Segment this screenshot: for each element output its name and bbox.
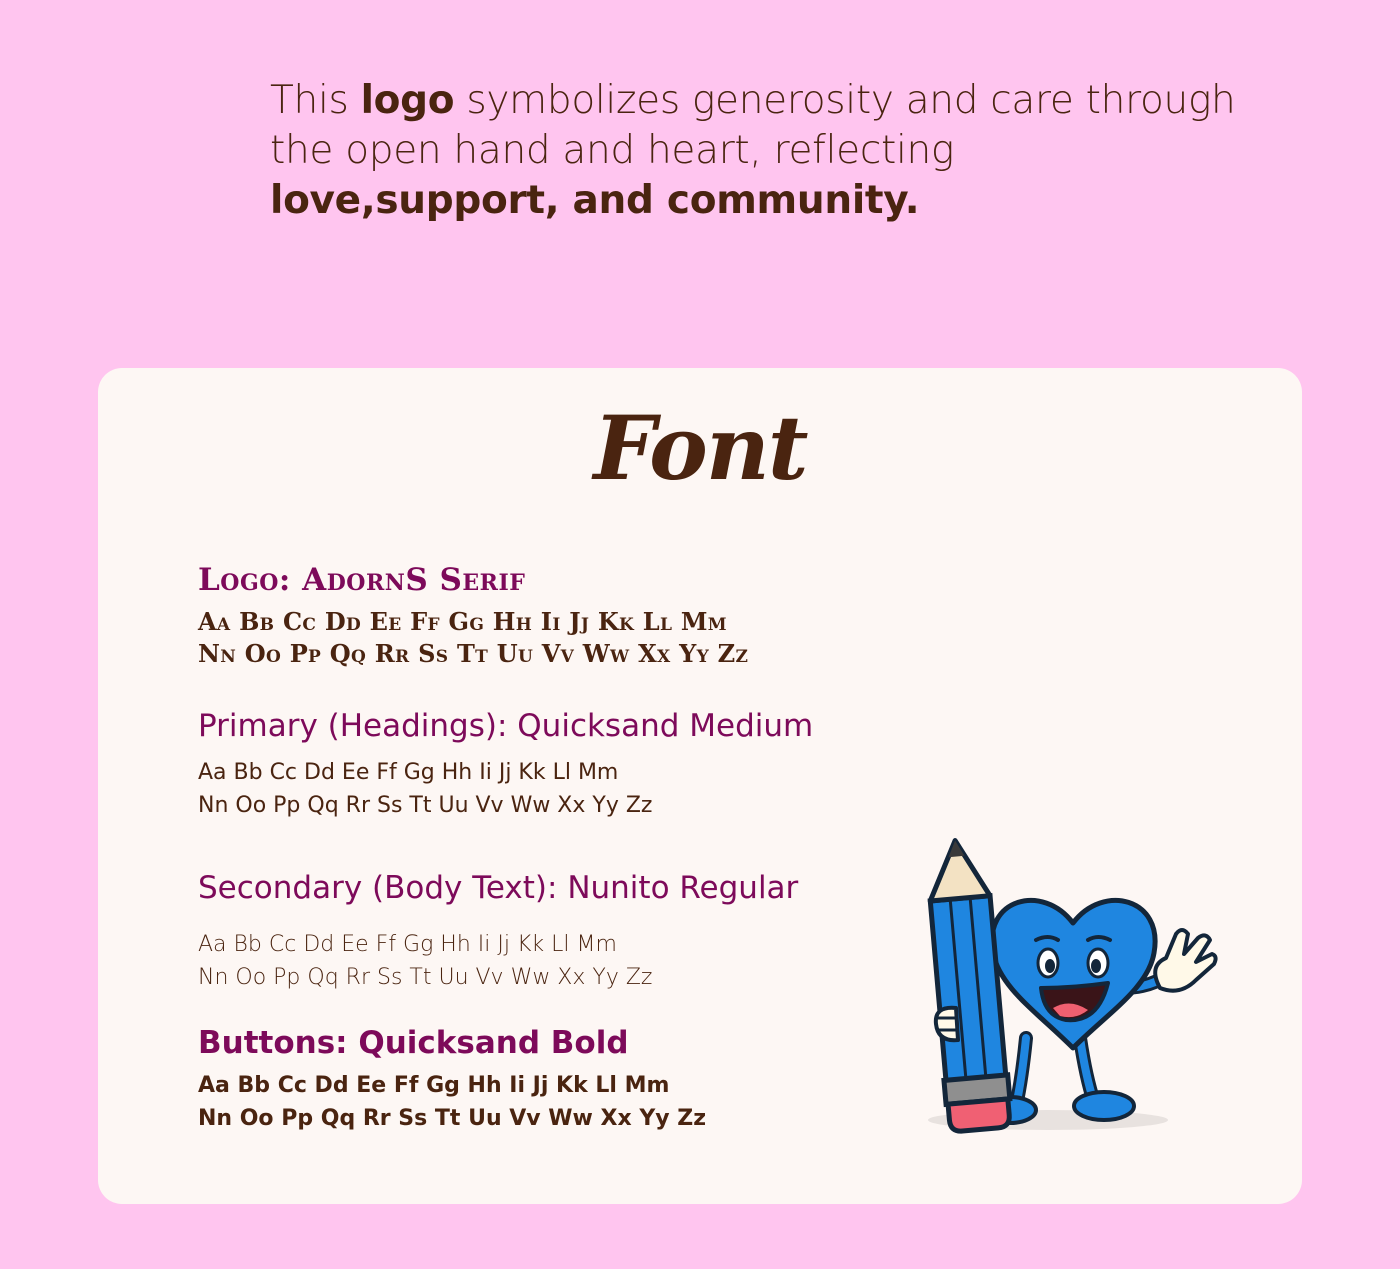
logo-font-sample [198,606,748,670]
logo-font-heading: Logo: AdornS Serif [198,562,526,598]
primary-font-section [198,706,813,822]
heart-pencil-mascot-icon [898,838,1228,1138]
intro-bold-values: love,support, and community. [270,178,920,223]
buttons-font-section [198,1023,706,1135]
secondary-font-sample [198,928,798,994]
secondary-font-sample-line2: Nn Oo Pp Qq Rr Ss Tt Uu Vv Ww Xx Yy Zz [198,965,653,990]
buttons-font-heading: Buttons: Quicksand Bold [198,1025,629,1061]
secondary-font-section [198,868,798,994]
primary-font-sample-line2: Nn Oo Pp Qq Rr Ss Tt Uu Vv Ww Xx Yy Zz [198,793,653,818]
intro-text-2: symbolizes generosity and care through the open hand and heart, reflecting [270,78,1236,173]
logo-font-sample-line2: Nn Oo Pp Qq Rr Ss Tt Uu Vv Ww Xx Yy Zz [198,639,749,668]
secondary-font-sample-line1: Aa Bb Cc Dd Ee Ff Gg Hh Ii Jj Kk Ll Mm [198,932,617,957]
primary-font-heading: Primary (Headings): Quicksand Medium [198,708,814,744]
intro-bold-logo: logo [360,78,455,123]
primary-font-sample-line1: Aa Bb Cc Dd Ee Ff Gg Hh Ii Jj Kk Ll Mm [198,760,619,785]
card-title: Font [593,396,807,500]
buttons-font-sample [198,1069,706,1135]
intro-text-1: This [270,78,361,123]
secondary-font-heading: Secondary (Body Text): Nunito Regular [198,870,799,906]
font-card [98,368,1302,1204]
logo-font-section [198,560,748,670]
logo-font-sample-line1: Aa Bb Cc Dd Ee Ff Gg Hh Ii Jj Kk Ll Mm [198,607,727,636]
intro-paragraph [270,76,1270,226]
primary-font-sample [198,756,813,822]
buttons-font-sample-line1: Aa Bb Cc Dd Ee Ff Gg Hh Ii Jj Kk Ll Mm [198,1073,670,1098]
buttons-font-sample-line2: Nn Oo Pp Qq Rr Ss Tt Uu Vv Ww Xx Yy Zz [198,1106,707,1131]
